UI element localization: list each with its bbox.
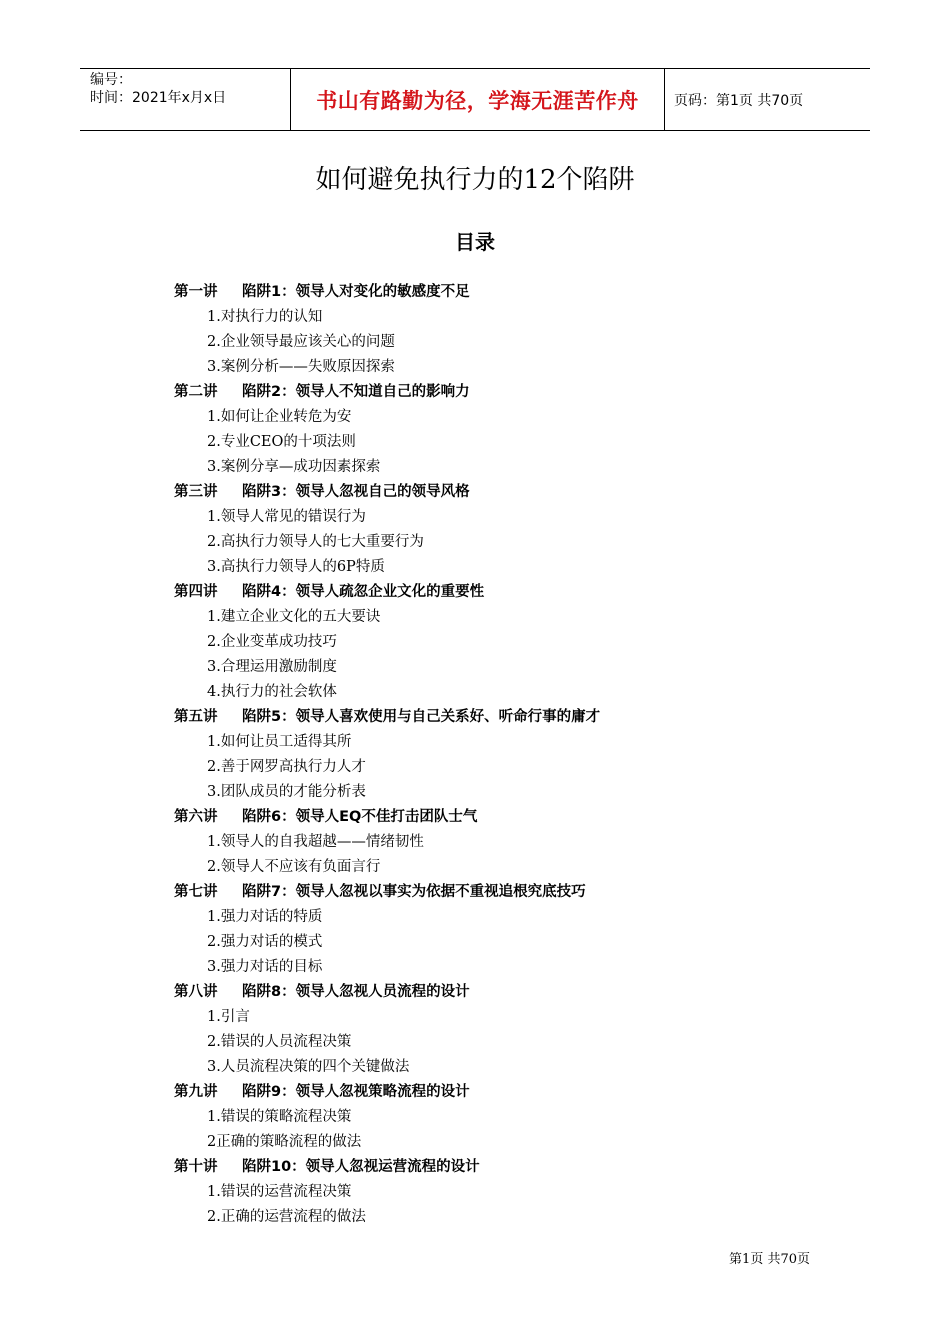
toc-item: 3.人员流程决策的四个关键做法 (207, 1059, 410, 1075)
chapter-title: 陷阱5：领导人喜欢使用与自己关系好、听命行事的庸才 (242, 709, 601, 725)
chapter-title: 陷阱4：领导人疏忽企业文化的重要性 (242, 584, 485, 600)
toc-item: 1.对执行力的认知 (207, 309, 323, 325)
toc-chapter (174, 280, 824, 305)
toc-chapter (174, 1080, 824, 1105)
chapter-title: 陷阱6：领导人EQ不佳打击团队士气 (242, 809, 478, 825)
chapter-number: 第一讲 (174, 284, 218, 300)
chapter-title: 陷阱2：领导人不知道自己的影响力 (242, 384, 470, 400)
toc-item: 3.案例分析——失败原因探索 (207, 359, 395, 375)
chapter-title: 陷阱9：领导人忽视策略流程的设计 (242, 1084, 470, 1100)
toc-item: 2.错误的人员流程决策 (207, 1034, 352, 1050)
page-info-text: 页码：第1页 共70页 (674, 92, 804, 109)
toc-item: 1.建立企业文化的五大要诀 (207, 609, 381, 625)
toc-chapter (174, 805, 824, 830)
serial-label: 编号： (90, 72, 132, 88)
chapter-title: 陷阱8：领导人忽视人员流程的设计 (242, 984, 470, 1000)
toc-item: 1.引言 (207, 1009, 250, 1025)
toc-item: 2.专业CEO的十项法则 (207, 434, 356, 450)
toc-item: 3.团队成员的才能分析表 (207, 784, 366, 800)
toc-heading: 目录 (455, 230, 495, 254)
header-motto (291, 69, 665, 130)
chapter-title: 陷阱1：领导人对变化的敏感度不足 (242, 284, 470, 300)
chapter-number: 第八讲 (174, 984, 218, 1000)
toc-item: 4.执行力的社会软体 (207, 684, 337, 700)
toc-item: 2.强力对话的模式 (207, 934, 323, 950)
header-meta (80, 69, 291, 130)
motto-text: 书山有路勤为径，学海无涯苦作舟 (316, 88, 639, 113)
toc-item: 3.高执行力领导人的6P特质 (207, 559, 385, 575)
chapter-number: 第九讲 (174, 1084, 218, 1100)
toc-item: 3.强力对话的目标 (207, 959, 323, 975)
chapter-title: 陷阱10：领导人忽视运营流程的设计 (242, 1159, 480, 1175)
chapter-title: 陷阱7：领导人忽视以事实为依据不重视追根究底技巧 (242, 884, 586, 900)
toc-item: 2.企业领导最应该关心的问题 (207, 334, 395, 350)
chapter-number: 第十讲 (174, 1159, 218, 1175)
table-of-contents (174, 280, 824, 1230)
toc-item: 1.强力对话的特质 (207, 909, 323, 925)
toc-item: 1.如何让员工适得其所 (207, 734, 352, 750)
toc-chapter (174, 980, 824, 1005)
toc-item: 3.合理运用激励制度 (207, 659, 337, 675)
toc-item: 1.错误的策略流程决策 (207, 1109, 352, 1125)
toc-chapter (174, 480, 824, 505)
toc-chapter (174, 580, 824, 605)
header-page-info (665, 69, 870, 130)
chapter-number: 第二讲 (174, 384, 218, 400)
toc-chapter (174, 380, 824, 405)
chapter-number: 第七讲 (174, 884, 218, 900)
toc-chapter (174, 880, 824, 905)
chapter-title: 陷阱3：领导人忽视自己的领导风格 (242, 484, 470, 500)
toc-item: 2.企业变革成功技巧 (207, 634, 337, 650)
chapter-number: 第四讲 (174, 584, 218, 600)
toc-item: 2正确的策略流程的做法 (207, 1134, 362, 1150)
toc-item: 3.案例分享—成功因素探索 (207, 459, 381, 475)
chapter-number: 第三讲 (174, 484, 218, 500)
toc-item: 2.正确的运营流程的做法 (207, 1209, 366, 1225)
time-label: 时间：2021年x月x日 (90, 90, 227, 106)
toc-item: 2.善于网罗高执行力人才 (207, 759, 366, 775)
toc-item: 1.领导人常见的错误行为 (207, 509, 366, 525)
toc-item: 1.如何让企业转危为安 (207, 409, 352, 425)
toc-chapter (174, 1155, 824, 1180)
toc-item: 1.错误的运营流程决策 (207, 1184, 352, 1200)
page-header (80, 68, 870, 131)
chapter-number: 第五讲 (174, 709, 218, 725)
toc-chapter (174, 705, 824, 730)
page-footer: 第1页 共70页 (729, 1252, 810, 1267)
document-title: 如何避免执行力的12个陷阱 (315, 165, 635, 195)
toc-item: 2.高执行力领导人的七大重要行为 (207, 534, 424, 550)
chapter-number: 第六讲 (174, 809, 218, 825)
toc-item: 2.领导人不应该有负面言行 (207, 859, 381, 875)
toc-item: 1.领导人的自我超越——情绪韧性 (207, 834, 424, 850)
